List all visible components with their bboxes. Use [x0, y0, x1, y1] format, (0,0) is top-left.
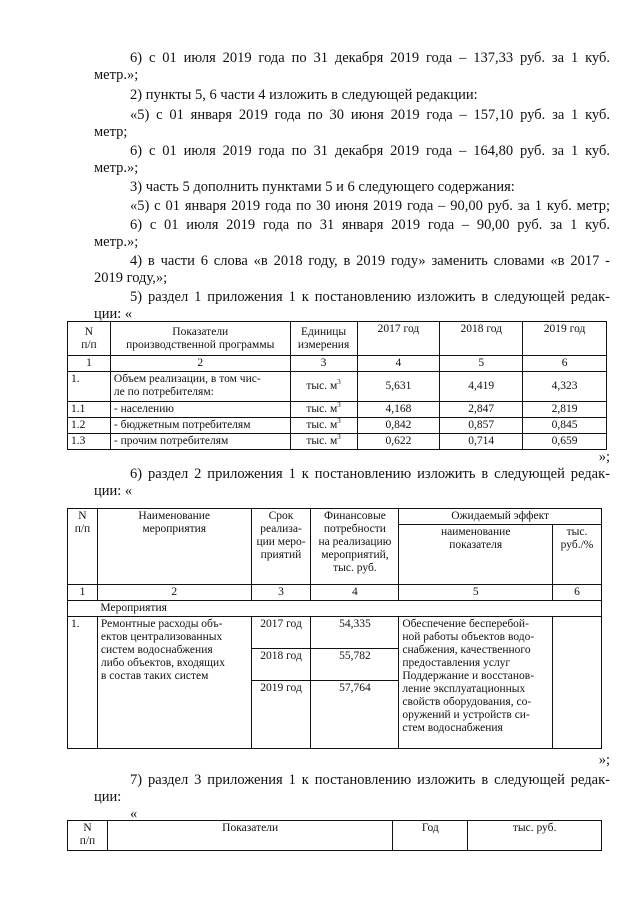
column-number: 2: [110, 356, 290, 372]
table-row: [68, 402, 607, 418]
column-header-expected-effect: Ожидаемый эффект: [399, 509, 602, 525]
paragraph-7: 7) раздел 3 приложения 1 к постановлению изложить в следующей редак-: [130, 772, 610, 788]
paragraph-2-item-6: 6) с 01 июля 2019 года по 31 декабря 2019 года – 164,80 руб. за 1 куб.: [130, 143, 610, 159]
table-row: [68, 617, 602, 649]
section-label: Мероприятия: [97, 601, 601, 617]
row-indicator: Объем реализации, в том чис- ле по потребителям:: [110, 372, 290, 402]
paragraph-3-item-6: 6) с 01 июля 2019 года по 31 января 2019 года – 90,00 руб. за 1 куб.: [130, 217, 610, 233]
row-value-2019: 4,323: [523, 372, 607, 402]
row-value-2018: 4,419: [440, 372, 523, 402]
term-year: 2017 год: [251, 617, 311, 649]
table-row: [68, 372, 607, 402]
row-value-2018: 2,847: [440, 402, 523, 418]
paragraph-5: 5) раздел 1 приложения 1 к постановлению изложить в следующей редак-: [130, 289, 610, 305]
row-unit: тыс. $м^3$: [290, 372, 357, 402]
column-header-unit: Единицы измерения: [290, 322, 357, 356]
row-value-2017: 0,622: [357, 434, 440, 450]
row-value-2017: 0,842: [357, 418, 440, 434]
paragraph-2-item-5: «5) с 01 января 2019 года по 30 июня 2019 года – 157,10 руб. за 1 куб.: [130, 107, 610, 123]
row-value-2019: 0,845: [523, 418, 607, 434]
row-number: 1.2: [68, 418, 111, 434]
paragraph-4-cont: 2019 году,»;: [94, 270, 168, 286]
paragraph-2-item-5-cont: метр;: [94, 124, 128, 140]
table-1-closing-quote: »;: [598, 449, 610, 465]
row-number: 1.: [68, 372, 111, 402]
paragraph-2-item-6-cont: метр.»;: [94, 160, 139, 176]
column-header-term: Срок реализа- ции меро- приятий: [251, 509, 311, 585]
measure-name: Ремонтные расходы объ- ектов централизованных систем водоснабжения либо объектов, входящих в состав таких систем: [97, 617, 251, 749]
column-number: 3: [290, 356, 357, 372]
table-header-row: [68, 821, 602, 851]
column-number: 5: [440, 356, 523, 372]
row-value-2017: 4,168: [357, 402, 440, 418]
paragraph-3-item-5: «5) с 01 января 2019 года по 30 июня 2019 года – 90,00 руб. за 1 куб. метр;: [130, 198, 610, 214]
table-row: [68, 434, 607, 450]
row-indicator: - бюджетным потребителям: [110, 418, 290, 434]
column-header-indicators: Показатели: [107, 821, 392, 851]
column-header-2018: 2018 год: [440, 322, 523, 356]
row-value-2019: 2,819: [523, 402, 607, 418]
column-number-row: [68, 356, 607, 372]
column-number: 3: [251, 585, 311, 601]
term-year: 2018 год: [251, 649, 311, 681]
column-header-indicator: Показатели производственной программы: [110, 322, 290, 356]
row-value-2018: 0,857: [440, 418, 523, 434]
row-value-2019: 0,659: [523, 434, 607, 450]
section-row: [68, 601, 602, 617]
column-number: 4: [311, 585, 399, 601]
paragraph-4: 4) в части 6 слова «в 2018 году, в 2019 году» заменить словами «в 2017 -: [130, 253, 610, 269]
table-2-closing-quote: »;: [598, 752, 610, 768]
paragraph-7-cont: ции:: [94, 789, 122, 805]
effect-value: [553, 617, 602, 749]
effect-description: Обеспечение бесперебой- ной работы объектов водо- снабжения, качественного предоставления услуг Поддержание и восстанов- ление эксплуатационных свойств оборудования, со- оружений и устройств си- стем водоснабжения: [399, 617, 553, 749]
column-header-number: N п/п: [68, 322, 111, 356]
table-3-opening-quote: «: [130, 806, 138, 822]
paragraph-6: 6) раздел 2 приложения 1 к постановлению изложить в следующей редак-: [130, 466, 610, 482]
column-number: 6: [523, 356, 607, 372]
column-header-number: N п/п: [68, 509, 98, 585]
table-header-row: [68, 509, 602, 525]
column-header-2019: 2019 год: [523, 322, 607, 356]
column-number: 1: [68, 585, 98, 601]
row-unit: тыс. $м^3$: [290, 402, 357, 418]
column-header-financing: Финансовые потребности на реализацию мероприятий, тыс. руб.: [311, 509, 399, 585]
column-number: 1: [68, 356, 111, 372]
paragraph-item-6-prev: 6) с 01 июля 2019 года по 31 декабря 2019 года – 137,33 руб. за 1 куб.: [130, 50, 610, 66]
row-number: 1.1: [68, 402, 111, 418]
column-header-measure: Наименование мероприятия: [97, 509, 251, 585]
column-number: 5: [399, 585, 553, 601]
row-indicator: - населению: [110, 402, 290, 418]
row-unit: тыс. $м^3$: [290, 434, 357, 450]
column-header-2017: 2017 год: [357, 322, 440, 356]
column-number-row: [68, 585, 602, 601]
paragraph-5-cont: ции: «: [94, 306, 133, 322]
row-number: 1.: [68, 617, 98, 749]
row-number: 1.3: [68, 434, 111, 450]
paragraph-item-6-prev-cont: метр.»;: [94, 67, 139, 83]
column-number: 2: [97, 585, 251, 601]
paragraph-6-cont: ции: «: [94, 483, 133, 499]
column-header-year: Год: [393, 821, 468, 851]
column-header-amount: тыс. руб.: [468, 821, 602, 851]
row-indicator: - прочим потребителям: [110, 434, 290, 450]
financing-amount: 57,764: [311, 681, 399, 749]
term-year: 2019 год: [251, 681, 311, 749]
financing-amount: 55,782: [311, 649, 399, 681]
paragraph-2: 2) пункты 5, 6 части 4 изложить в следующей редакции:: [130, 87, 478, 103]
row-unit: тыс. $м^3$: [290, 418, 357, 434]
financing-amount: 54,335: [311, 617, 399, 649]
column-header-effect-value: тыс. руб./%: [553, 525, 602, 585]
indicators-table: [67, 820, 602, 851]
paragraph-3-item-6-cont: метр.»;: [94, 234, 139, 250]
table-row: [68, 418, 607, 434]
paragraph-3: 3) часть 5 дополнить пунктами 5 и 6 следующего содержания:: [130, 179, 515, 195]
column-number: 4: [357, 356, 440, 372]
column-header-number: N п/п: [68, 821, 108, 851]
table-header-row: [68, 322, 607, 356]
production-program-table: [67, 321, 607, 450]
row-value-2017: 5,631: [357, 372, 440, 402]
column-header-effect-name: наименование показателя: [399, 525, 553, 585]
measures-table: [67, 508, 602, 749]
row-value-2018: 0,714: [440, 434, 523, 450]
column-number: 6: [553, 585, 602, 601]
